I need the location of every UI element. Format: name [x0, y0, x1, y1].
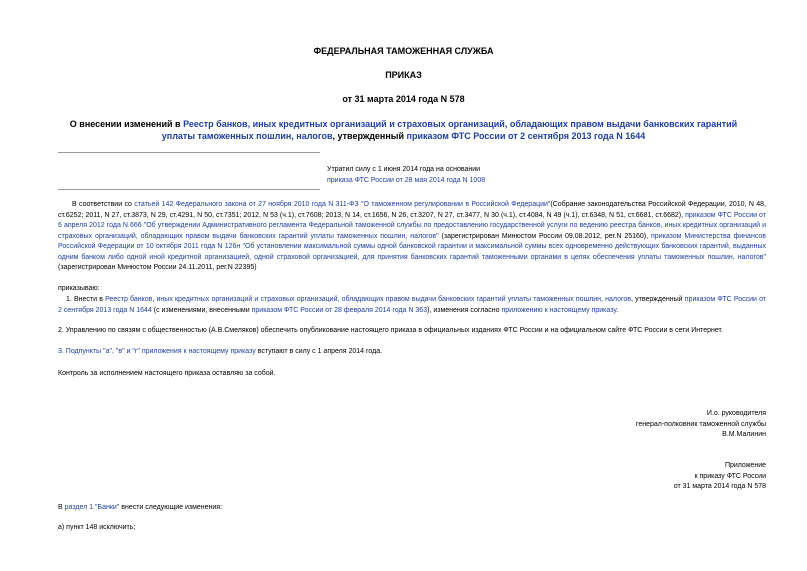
- item-1-link-registry[interactable]: Реестр банков, иных кредитных организаций и страховых организаций, обладающих правом выдачи банковских гарантий уплаты таможенных пошлин, налогов: [105, 296, 631, 303]
- agency-heading: ФЕДЕРАЛЬНАЯ ТАМОЖЕННАЯ СЛУЖБА: [313, 46, 494, 56]
- section-link-banks[interactable]: раздел 1 "Банки": [64, 504, 120, 511]
- section-paragraph: [58, 503, 766, 514]
- appendix-line-3: от 31 марта 2014 года N 578: [673, 483, 766, 490]
- preamble-link-order-126n[interactable]: приказом Министерства финансов Российской Федерации от 10 октября 2011 года N 126н "Об установлении максимальной суммы одной банковской гарантии и максимальной суммы всех одновременно действующих банковских гарантий, выданных одним банком либо одной иной кредитной организацией, одной страховой организацией, для принятия банковских гарантий таможенными органами в целях обеспечения уплаты таможенных пошлин, налогов": [58, 232, 766, 261]
- item-1-text-5: .: [616, 306, 619, 314]
- section-text-2: внести следующие изменения:: [119, 504, 223, 511]
- divider-top: [58, 152, 320, 153]
- preamble-paragraph: [58, 200, 766, 274]
- item-1-text-1: 1. Внести в: [66, 296, 106, 303]
- signature-line-1: И.о. руководителя: [706, 410, 766, 417]
- title-text-1: О внесении изменений в: [69, 119, 184, 129]
- title-link-order-1644[interactable]: приказом ФТС России от 2 сентября 2013 года N 1644: [406, 131, 646, 141]
- item-1-text-2: , утвержденный: [631, 296, 685, 303]
- preamble-text-3: (зарегистрирован Минюстом России 09.08.2012, рег.N 25160),: [438, 232, 652, 240]
- status-line-1: Утратил силу с 1 июня 2014 года на основании: [327, 166, 481, 173]
- item-1-link-order-363[interactable]: приказом ФТС России от 28 февраля 2014 года N 363: [251, 306, 428, 314]
- appendix-line-1: Приложение: [724, 462, 766, 469]
- preamble-link-law-311[interactable]: статьей 142 Федерального закона от 27 ноября 2010 года N 311-ФЗ "О таможенном регулировании в Российской Федерации": [134, 201, 551, 208]
- divider-bottom: [58, 189, 320, 190]
- item-1-text-3: (с изменениями, внесенными: [151, 306, 252, 314]
- doc-type-heading: ПРИКАЗ: [385, 70, 422, 80]
- document-title: [60, 118, 747, 142]
- title-text-2: , утвержденный: [332, 131, 407, 141]
- preamble-text-2: (Собрание законодательства Российской Федерации, 2010, N 48, ст.6252; 2011, N 27, ст.3873, N 29, ст.4291, N 50, ст.7351; 2012, N 53 (ч.1), ст.7608; 2013, N 14, ст.1656, N 26, ст.3207, N 27, ст.3477, N 30 (ч.1), ст.4084, N 49 (ч.1), ст.6348, N 51, ст.6681, ст.6682),: [58, 201, 766, 219]
- appendix-line-2: к приказу ФТС России: [694, 472, 766, 480]
- section-text-1: В: [58, 504, 65, 511]
- signature-line-2: генерал-полковник таможенной службы: [635, 420, 766, 428]
- signature-line-3: В.М.Малинин: [722, 431, 766, 438]
- preamble-text-4: (зарегистрирован Минюстом России 24.11.2011, рег.N 22395): [58, 264, 257, 271]
- status-note: [327, 165, 587, 186]
- status-link-order-1008[interactable]: приказа ФТС России от 28 мая 2014 года N 1008: [327, 176, 486, 184]
- item-1-link-order-1644[interactable]: приказом ФТС России от 2 сентября 2013 года N 1644: [58, 296, 767, 314]
- item-3-paragraph: [58, 347, 766, 358]
- item-3-link-subpoints[interactable]: 3. Подпункты "а", "в" и "г" приложения к настоящему приказу: [58, 348, 256, 355]
- signature-block: [466, 409, 766, 441]
- preamble-text-1: В соответствии со: [72, 201, 135, 208]
- control-paragraph: Контроль за исполнением настоящего приказа оставляю за собой.: [58, 370, 276, 377]
- order-word: приказываю:: [58, 285, 100, 292]
- title-link-registry[interactable]: Реестр банков, иных кредитных организаций и страховых организаций, обладающих правом выдачи банковских гарантий уплаты таможенных пошлин, налогов: [161, 119, 738, 141]
- item-1-link-appendix[interactable]: приложению к настоящему приказу: [501, 306, 617, 314]
- item-1-text-4: ), изменения согласно: [427, 306, 502, 314]
- preamble-link-order-666[interactable]: приказом ФТС России от 6 апреля 2012 года N 666 "Об утверждении Административного регламента Федеральной таможенной службы по предоставлению государственной услуги по ведению реестра банков, иных кредитных организаций и страховых организаций, обладающих правом выдачи банковских гарантий уплаты таможенных пошлин, налогов": [58, 211, 767, 240]
- item-2-paragraph: 2. Управлению по связям с общественностью (А.В.Смеляков) обеспечить опубликование настоящего приказа в официальных изданиях ФТС России и на официальном сайте ФТС России в сети Интернет.: [58, 327, 723, 334]
- item-3-text-1: вступают в силу с 1 апреля 2014 года.: [255, 348, 383, 355]
- appendix-block: [466, 461, 766, 493]
- item-1-paragraph: [58, 295, 766, 316]
- subpoint-a: а) пункт 148 исключить;: [58, 524, 136, 531]
- doc-date: от 31 марта 2014 года N 578: [342, 94, 465, 104]
